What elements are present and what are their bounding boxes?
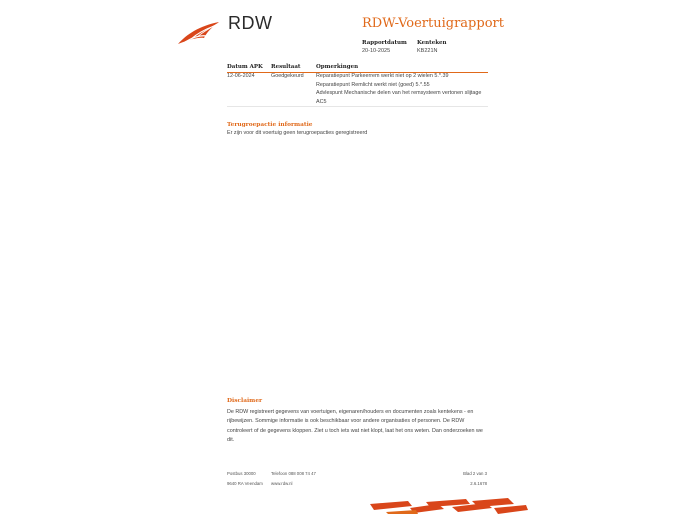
- column-header-result: Resultaat: [271, 64, 301, 70]
- footer-phone: Telefoon 088 008 74 47: [271, 471, 316, 476]
- remark-line: Reparatiepunt Remlicht werkt niet (goed) 5.*.55: [316, 81, 430, 88]
- cell-inspection-date: 12-06-2024: [227, 73, 255, 79]
- column-header-date: Datum APK: [227, 64, 263, 70]
- cell-inspection-result: Goedgekeurd: [271, 73, 304, 79]
- footer-address-line2: 9640 RA Veendam: [227, 481, 263, 486]
- report-title: RDW-Voertuigrapport: [362, 16, 504, 31]
- brand-name: RDW: [228, 13, 273, 33]
- rdw-logo-icon: [177, 20, 221, 46]
- report-date-value: 20-10-2025: [362, 48, 391, 54]
- plate-value: KB221N: [417, 48, 438, 54]
- recall-section-title: Terugroepactie informatie: [227, 122, 313, 128]
- footer-address-line1: Postbus 30000: [227, 471, 256, 476]
- footer-page-number: Blad 2 van 3: [463, 471, 487, 476]
- table-row-divider: [227, 106, 488, 107]
- plate-label: Kenteken: [417, 40, 447, 46]
- footer-document-code: 2.6.1678: [470, 481, 487, 486]
- disclaimer-text: De RDW registreert gegevens van voertuigen, eigenaren/houders en documenten zoals kentekens - en rijbewijzen. Sommige informatie is ook beschikbaar voor andere organisaties of personen. De RDW controleert of de gegevens kloppen. Ziet u toch iets wat niet klopt, laat het ons weten. Dan onderzoeken we dit.: [227, 409, 483, 443]
- footer-stripes-graphic: [368, 498, 528, 514]
- footer-website-link[interactable]: www.rdw.nl: [271, 481, 293, 486]
- remark-line: Advlespunt Mechanische delen van het remsysteem vertonen slijtage AC5: [316, 90, 482, 105]
- report-date-label: Rapportdatum: [362, 40, 407, 46]
- recall-section-text: Er zijn voor dit voertuig geen terugroepacties geregistreerd: [227, 130, 368, 136]
- disclaimer-title: Disclaimer: [227, 398, 263, 404]
- remark-line: Reparatiepunt Parkeerrem werkt niet op 2 wielen 5.*.39: [316, 73, 449, 79]
- cell-inspection-remarks: [316, 72, 488, 106]
- column-header-remarks: Opmerkingen: [316, 64, 359, 70]
